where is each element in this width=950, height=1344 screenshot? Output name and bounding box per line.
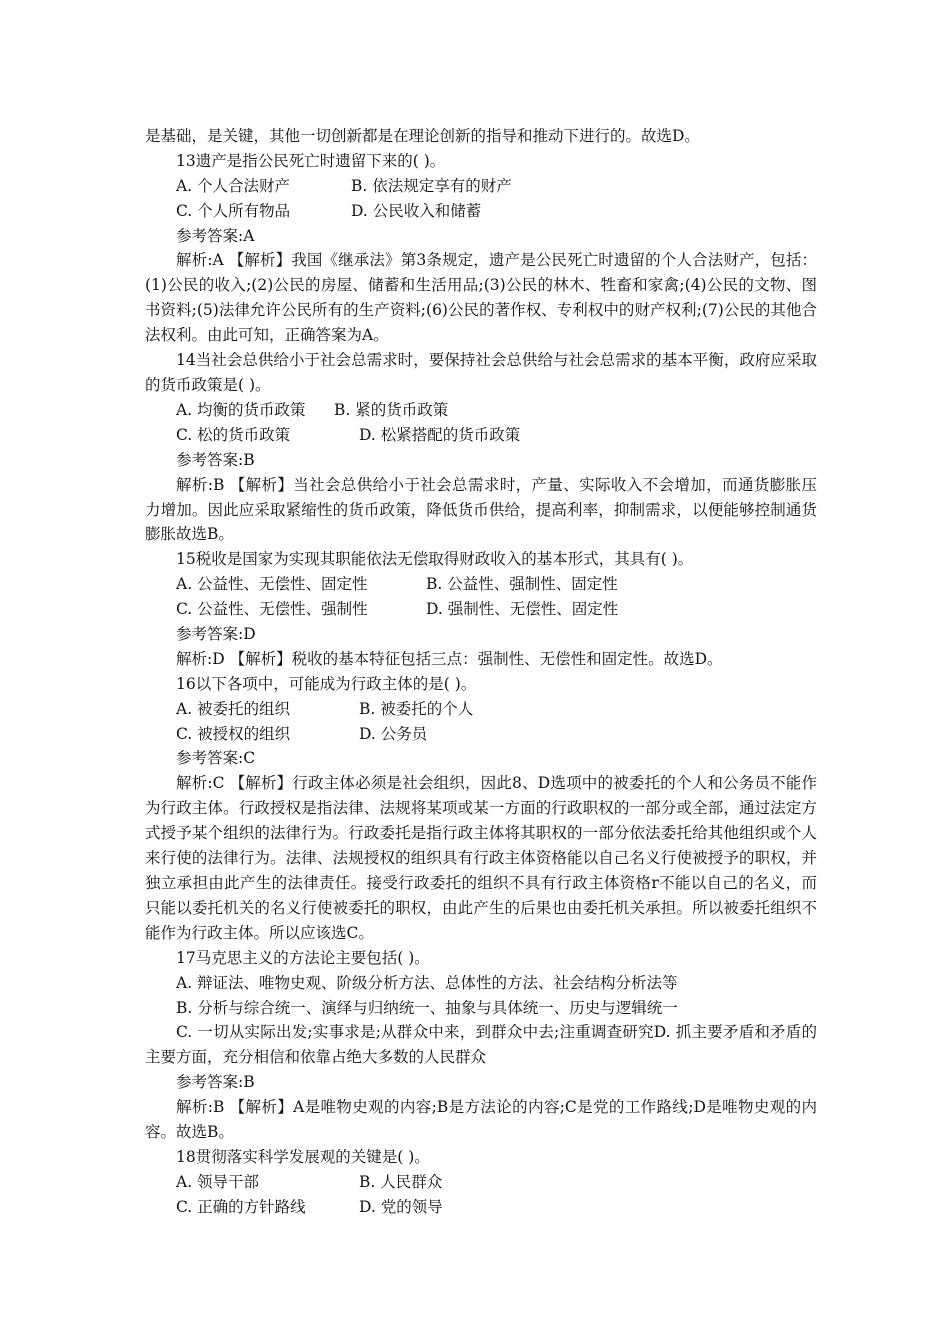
- question-stem: 18贯彻落实科学发展观的关键是( )。: [176, 1147, 430, 1166]
- options-row: [145, 423, 817, 448]
- answer: 参考答案:B: [176, 1073, 255, 1092]
- analysis: 解析:D 【解析】税收的基本特征包括三点：强制性、无偿性和固定性。故选D。: [176, 649, 723, 668]
- option-b: B. 公益性、强制性、固定性: [426, 575, 618, 594]
- options-row: [145, 398, 817, 423]
- question-stem: 17马克思主义的方法论主要包括( )。: [176, 948, 430, 967]
- question-15: [145, 547, 817, 671]
- option-c: C. 公益性、无偿性、强制性: [176, 600, 368, 619]
- options-row: [145, 697, 817, 722]
- question-16: [145, 672, 817, 946]
- answer: 参考答案:C: [176, 749, 256, 768]
- question-14: [145, 348, 817, 547]
- option-d: D. 公民收入和储蓄: [351, 201, 482, 220]
- options-row: [145, 722, 817, 747]
- question-stem: 16以下各项中，可能成为行政主体的是( )。: [176, 674, 477, 693]
- option-a: A. 被委托的组织: [176, 699, 291, 718]
- analysis: 解析:C 【解析】行政主体必须是社会组织，因此8、D选项中的被委托的个人和公务员不能作为行政主体。行政授权是指法律、法规将某项或某一方面的行政职权的一部分或全部，通过法定方式授予某个组织的法律行为。行政委托是指行政主体将其职权的一部分依法委托给其他组织或个人来行使的法律行为。法律、法规授权的组织具有行政主体资格能以自己名义行使被授予的职权，并独立承担由此产生的法律责任。接受行政委托的组织不具有行政主体资格r不能以自己的名义，而只能以委托机关的名义行使被委托的职权，由此产生的后果也由委托机关承担。所以被委托组织不能作为行政主体。所以应该选C。: [145, 774, 817, 942]
- analysis: 解析:B 【解析】A是唯物史观的内容;B是方法论的内容;C是党的工作路线;D是唯物史观的内容。故选B。: [145, 1098, 817, 1142]
- question-13: [145, 149, 817, 348]
- option-a: A. 个人合法财产: [176, 176, 291, 195]
- options-row: [145, 597, 817, 622]
- option-a: A. 均衡的货币政策: [176, 400, 306, 419]
- option-b: B. 依法规定享有的财产: [351, 176, 512, 195]
- answer: 参考答案:D: [176, 625, 256, 643]
- option-c-d: C. 一切从实际出发;实事求是;从群众中来，到群众中去;注重调查研究D. 抓主要矛盾和矛盾的主要方面，充分相信和依靠占绝大多数的人民群众: [145, 1023, 817, 1067]
- options-row: [145, 1195, 817, 1220]
- option-b: B. 分析与综合统一、演绎与归纳统一、抽象与具体统一、历史与逻辑统一: [176, 998, 678, 1017]
- options-row: [145, 1170, 817, 1195]
- option-a: A. 领导干部: [176, 1172, 260, 1191]
- option-a: A. 辩证法、唯物史观、阶级分析方法、总体性的方法、社会结构分析法等: [176, 973, 678, 992]
- option-c: C. 被授权的组织: [176, 724, 291, 743]
- question-stem: 15税收是国家为实现其职能依法无偿取得财政收入的基本形式，其具有( )。: [176, 550, 694, 569]
- document-page: [145, 124, 817, 1220]
- option-c: C. 松的货币政策: [176, 425, 291, 444]
- option-d: D. 党的领导: [359, 1197, 443, 1216]
- question-17: [145, 946, 817, 1145]
- option-b: B. 被委托的个人: [359, 699, 474, 718]
- answer: 参考答案:A: [176, 226, 255, 245]
- options-row: [145, 572, 817, 597]
- option-c: C. 正确的方针路线: [176, 1197, 306, 1216]
- lead-line: 是基础，是关键，其他一切创新都是在理论创新的指导和推动下进行的。故选D。: [145, 127, 700, 145]
- option-c: C. 个人所有物品: [176, 201, 291, 220]
- question-18: [145, 1145, 817, 1220]
- question-stem: 13遗产是指公民死亡时遗留下来的( )。: [176, 151, 446, 170]
- option-d: D. 强制性、无偿性、固定性: [426, 600, 619, 619]
- question-stem: 14当社会总供给小于社会总需求时，要保持社会总供给与社会总需求的基本平衡，政府应采取的货币政策是( )。: [145, 351, 817, 395]
- options-row: [145, 199, 817, 224]
- option-b: B. 人民群众: [359, 1172, 443, 1191]
- answer: 参考答案:B: [176, 450, 255, 469]
- analysis: 解析:A 【解析】我国《继承法》第3条规定，遗产是公民死亡时遗留的个人合法财产，包括：(1)公民的收入;(2)公民的房屋、储蓄和生活用品;(3)公民的林木、牲畜和家禽;(4)公民的文物、图书资料;(5)法律允许公民所有的生产资料;(6)公民的著作权、专利权中的财产权利;(7)公民的其他合法权利。由此可知，正确答案为A。: [145, 251, 817, 345]
- option-a: A. 公益性、无偿性、固定性: [176, 575, 368, 594]
- option-d: D. 公务员: [359, 724, 428, 743]
- analysis: 解析:B 【解析】当社会总供给小于社会总需求时，产量、实际收入不会增加，而通货膨胀压力增加。因此应采取紧缩性的货币政策，降低货币供给，提高利率，抑制需求，以便能够控制通货膨胀故选B。: [145, 475, 817, 544]
- options-row: [145, 174, 817, 199]
- option-b: B. 紧的货币政策: [334, 400, 449, 419]
- option-d: D. 松紧搭配的货币政策: [359, 425, 521, 444]
